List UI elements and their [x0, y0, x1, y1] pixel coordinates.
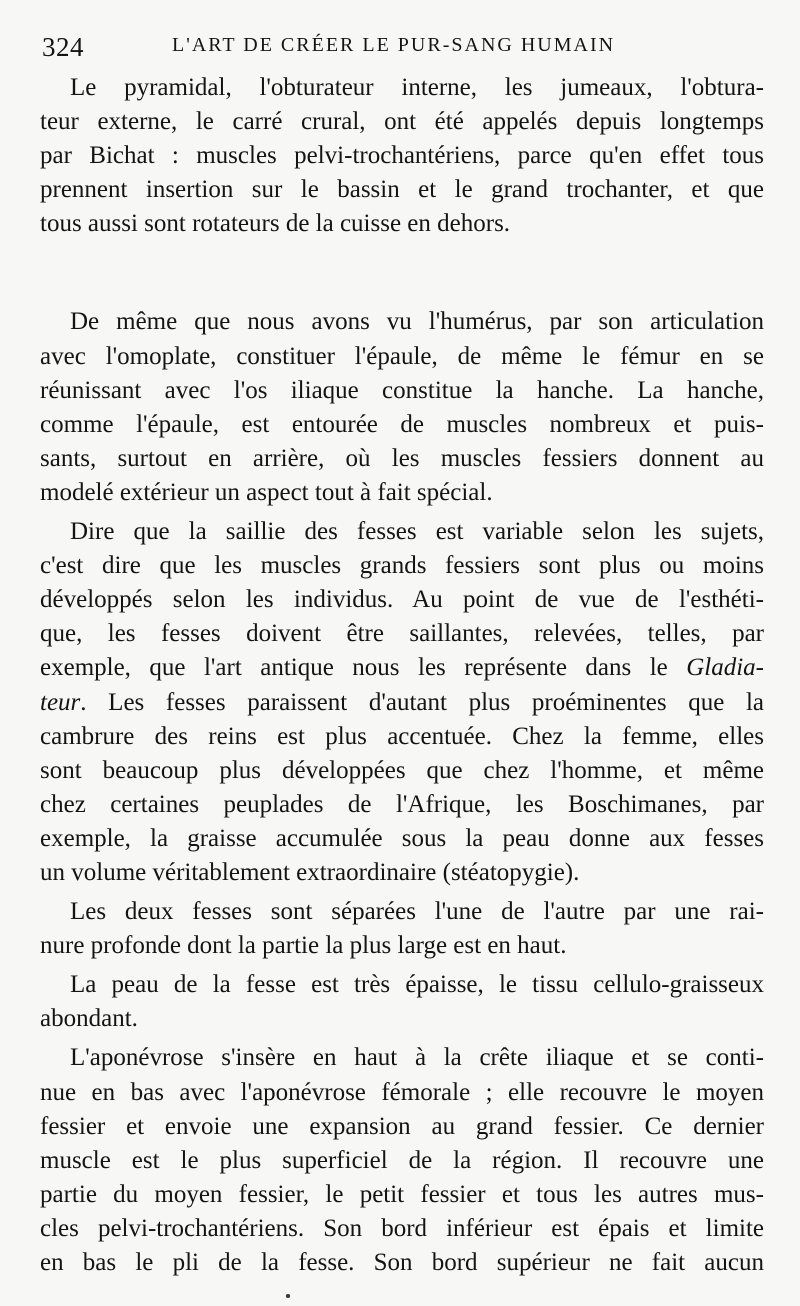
paragraph-aponeurosis: [40, 1041, 764, 1280]
paragraph-buttock-groove: [40, 895, 764, 963]
italic-title-gladiateur: Gladia-: [686, 654, 764, 682]
paragraph-skin: [40, 968, 764, 1036]
text-line: muscle est le plus superficiel de la région. Il recouvre une: [40, 1146, 764, 1174]
text-line: tous aussi sont rotateurs de la cuisse en dehors.: [40, 210, 511, 238]
text-line: c'est dire que les muscles grands fessiers sont plus ou moins: [40, 552, 764, 580]
paragraph-buttocks-prominence: [40, 515, 764, 890]
text-line: par Bichat : muscles pelvi-trochantériens, parce qu'en effet tous: [40, 142, 764, 170]
text-line: prennent insertion sur le bassin et le grand trochanter, et que: [40, 176, 764, 204]
text-line: modelé extérieur un aspect tout à fait spécial.: [40, 478, 493, 506]
text-line: cambrure des reins est plus accentuée. Chez la femme, elles: [40, 722, 764, 750]
text-line: sont beaucoup plus développées que chez l'homme, et même: [40, 756, 764, 784]
text-line: teur externe, le carré crural, ont été appelés depuis longtemps: [40, 108, 764, 136]
text-line: abondant.: [40, 1005, 138, 1033]
text-line: Le pyramidal, l'obturateur interne, les jumeaux, l'obtura-: [70, 74, 764, 101]
text-line: De même que nous avons vu l'humérus, par son articulation: [70, 308, 764, 336]
text-line: chez certaines peuplades de l'Afrique, les Boschimanes, par: [40, 790, 764, 818]
text-line: réunissant avec l'os iliaque constitue la hanche. La hanche,: [40, 376, 764, 404]
text-line: [40, 651, 764, 685]
text-line: comme l'épaule, est entourée de muscles nombreux et puis-: [40, 410, 764, 438]
paragraph-pelvi-trochanteric-muscles: [40, 71, 764, 241]
text-line: développés selon les individus. Au point de vue de l'esthéti-: [40, 586, 764, 614]
text-line: que, les fesses doivent être saillantes, relevées, telles, par: [40, 620, 764, 648]
text-line: Les deux fesses sont séparées l'une de l'autre par une rai-: [70, 898, 764, 926]
text-line: un volume véritablement extraordinaire (stéatopygie).: [40, 858, 580, 886]
paragraph-hip-joint: [40, 305, 764, 510]
text-segment: . Les fesses paraissent d'autant plus proéminentes que la: [80, 688, 764, 716]
text-line: fessier et envoie une expansion au grand fessier. Ce dernier: [40, 1112, 764, 1140]
text-line: nue en bas avec l'aponévrose fémorale ; elle recouvre le moyen: [40, 1078, 764, 1106]
page-number: 324: [42, 32, 84, 62]
footer-dot: [286, 1294, 290, 1298]
paragraph-gap: [40, 241, 764, 305]
text-line: partie du moyen fessier, le petit fessier et tous les autres mus-: [40, 1180, 764, 1208]
text-line: nure profonde dont la partie la plus large est en haut.: [40, 932, 567, 960]
text-line: sants, surtout en arrière, où les muscles fessiers donnent au: [40, 444, 764, 472]
text-line: avec l'omoplate, constituer l'épaule, de même le fémur en se: [40, 342, 764, 370]
italic-title-gladiateur-end: teur: [40, 688, 81, 716]
text-line: en bas le pli de la fesse. Son bord supérieur ne fait aucun: [40, 1249, 764, 1276]
text-line: Dire que la saillie des fesses est variable selon les sujets,: [70, 518, 764, 546]
text-line: cles pelvi-trochantériens. Son bord inférieur est épais et limite: [40, 1214, 764, 1242]
running-head: [42, 28, 762, 64]
body-text: [40, 71, 764, 1280]
text-line: exemple, la graisse accumulée sous la peau donne aux fesses: [40, 824, 764, 852]
text-segment: exemple, que l'art antique nous les représente dans le: [40, 654, 687, 682]
text-line: L'aponévrose s'insère en haut à la crête iliaque et se conti-: [70, 1044, 764, 1072]
text-line: La peau de la fesse est très épaisse, le tissu cellulo-graisseux: [70, 971, 764, 999]
text-line: [40, 686, 764, 720]
running-title: L'ART DE CRÉER LE PUR-SANG HUMAIN: [172, 34, 616, 56]
